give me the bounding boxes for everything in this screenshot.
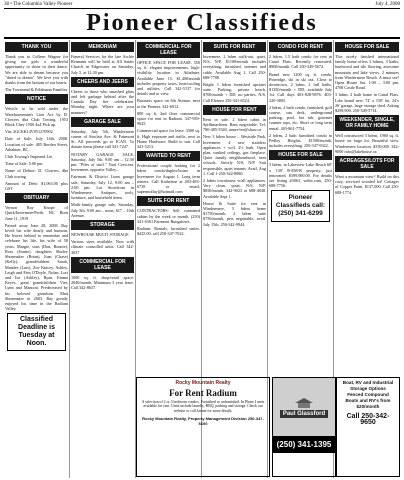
classified-ad-text: Rent or sale. 2 bdrm cabin in Spillimacheen. Rent negotiable. Tel: 780-485-5540, anner-lee@shaw.ca <box>203 116 266 133</box>
storage-phone: Call 250-342-9650 <box>346 413 390 426</box>
classified-ad-text: Professional couple looking for 2 bdrm condo/duplex/house in Invermere for August 1. Long term renters. Call Katherine at 403-483-6739 or email: supermollay@hotmail.com <box>137 163 200 195</box>
classified-ad-text: Bright 1 bdrm furnished upstairs suite. Parking, private beach, $700/month + DD, no parties, N/S. Call Eleanor 250-341-6524. <box>203 82 266 103</box>
storage-line-1: Boat, RV and Industrial <box>342 380 394 385</box>
classified-ad-text: Business space on 6th Avenue, next to the Pioneer. 342-6912. <box>137 98 200 109</box>
pioneer-contact-line: Pioneer <box>288 194 313 202</box>
rent-ad-title: For Rent Radium <box>169 388 237 398</box>
classified-ad-text: This nicely finished international family home offers 3 bdrms, 3 baths, hardwood and tile flooring, awesome mountain and lake views. 2 minutes from Windermere Beach. A must see! Open House Sat. 1:00 – 3:00 pm. 4768 Castle Road. <box>335 54 399 91</box>
classified-ad-text: Fairmont & District Lions garage sale, Saturday, July 12, 9:00 am – 2:00 pm. Lot Storefront in Windermere. Antiques, tools, furniture, and household items. <box>71 174 134 201</box>
classified-ad-text: Want a mountain view? Build on this cozy, serviced wooded lot! Cottages of Copper Point. $137,000. Call 250-688-1774. <box>335 174 399 195</box>
classified-ad-text: 3 bdrm, 2 bath home in Canal Flats. Like brand new, 74' x 150' lot, 24'x 26' garage, large storage shed. Asking $299,900. 250-349-5714. <box>335 92 399 114</box>
storage-line-2: Storage Options <box>350 386 386 391</box>
column-2 <box>70 40 136 478</box>
section-heading: HOUSE FOR SALE <box>335 42 399 52</box>
section-heading: HOUSE FOR SALE <box>269 150 332 160</box>
section-heading: OBITUARY <box>5 193 68 203</box>
issue-date: July 4, 2008 <box>375 2 400 7</box>
classified-ad-text: Well constructed 3 bdrm, 1960 sq. ft. house on large lot. Beautiful view. Windermere location. $339,000. 342-9000 info@lakehouse.ca <box>335 133 399 154</box>
classified-ad-text: OFFICE SPACE FOR LEASE. 550 sq. ft. elegant improvements, high-visibility location in Athalmer. Available June 15. $1,400/month includes property taxes, heat/cooling and utilities. Call 342-5137 for details and to view. <box>137 60 200 97</box>
storage-ad <box>336 377 400 477</box>
classified-ad-text: Brand new 1200 sq. ft. condo, Pineridge, ski in ski out. Close to downtown, 2 bdrm, 2 full baths, $1350/month + DD, available July 1st. Call days 403-828-9876. 403-220-3805. <box>269 71 332 103</box>
classified-ad-text: Cheers to those who smashed glass and left garbage behind after the Canada Day fire celebration. Monday night. Where are your manners? <box>71 88 134 115</box>
deadline-notice: Classified Deadline is Tuesday at Noon. <box>7 313 66 351</box>
classified-ad-text: NOTARY GARAGE SALE, Saturday, July 5th, 9:00 am – 12:30 pm. "Piles of stuff." Yoni Crescent, Invermere, opposite Valley... <box>71 151 134 173</box>
classified-ad-text: Time of Sale: 5:00 pm <box>5 161 43 167</box>
realty-logo: Rocky Mountain Realty <box>175 380 231 386</box>
classified-ad-text: 2 bdrm, 1.5 bath condo for rent in Canal Flats. Recently renovated. $900/month. Call 250-349-5672. <box>269 54 332 70</box>
page-info: 38 • The Columbia Valley Pioneer <box>4 2 73 7</box>
classified-ad-text: 2 bdrm, 2 bath condo, furnished, golf course, sun deck, underground parking, pool, hot tub, gourmet counter tops, etc. Short or long term rental. 403-861-7754. <box>269 104 332 131</box>
classified-ad-text: 3 bdrm, in Lakeview Lake Beach 60' x 130' R-EM-R property, just renovated. $399,900.00. For details see listing #3063, webit.com, 250-688-7756. <box>269 162 332 189</box>
classified-ad-text: 2 bdrm, 2 bath furnished condo in Pedley Heights. $1500/month, includes everything. 250-347-9322. <box>269 132 332 149</box>
section-heading: SUITE FOR RENT <box>137 196 200 206</box>
section-heading: NOTICE <box>5 94 68 104</box>
classified-ad-text: Amount of Debt: $1,063.00 plus GST <box>5 180 68 192</box>
rent-ad-description: A selection of 2 or 3 bedroom condos. Furnished or unfurnished. In Phase I units available for rent. Units include laundry, BBQ, parking and storage. Check out website or call Janine for more details. <box>141 400 265 413</box>
classified-ad-text: Passed away June 28, 2008. Ray loved his wife dearly and humour. He leaves behind to remember and celebrate his life, his wife of 58 years, Margie, sons (Don, Bonnie), Ross (Jeanie), daughters Shirley Shoemaker (Brian), Joan (Chase) (Kelly), grandchildren Sarah, Mandee (Luis), Zoe Kincey, Ashley, Leigh and Erin O'Doyle, Nolan, Lori and Joe (Ashley), Ryan, Emma Keyes, great grandchildren Vier, Lynn and Mancini. Predeceased by his beloved grandson Matt Shoemaker in 2003. Ray greatly enjoyed his time in the Radium Valley. <box>5 222 68 312</box>
section-heading: STORAGE <box>71 220 134 230</box>
rent-ad-footer: Rocky Mountain Realty, Property Management Division 250-347-6600 <box>142 416 264 427</box>
section-heading: WEEKENDER, SINGLE, OR FAMILY HOME <box>335 115 399 131</box>
section-heading: CHEERS AND JEERS <box>71 77 134 87</box>
classified-ad-text: 2 bdrm townhouse w/all appliances. Very clean, quiet, N/S, N/P. $850/month. 342-9023 or 688-4848. Available Sept 1. <box>203 178 266 199</box>
glassford-ad <box>272 377 336 477</box>
storage-line-4: Boats and RV's from $20/month <box>345 398 391 409</box>
glassford-phone: (250) 341-1395 <box>273 436 335 453</box>
pioneer-classifieds-contact <box>271 190 330 222</box>
classified-ad-text: Multi-family garage sale, Saturday, July 5th, 9:00 am – noon, 617 – 10th Avenue. <box>71 202 134 218</box>
classified-ad-text: Thank you to Colleen Wagner for giving our girls a wonderful opportunity to shine in their dance. We are able to dream because you "dared to dream". We love you with thanks from the bottom of our hearts. <box>5 54 68 86</box>
classified-ad-text: Vehicle to be sold under the Warehouseman's Lien Act by D. Clowers dba Club Towing. 1953 Black Chev 1500 4x4 Pick up. <box>5 106 68 128</box>
section-heading: CONDO FOR RENT <box>269 42 332 52</box>
column-1 <box>4 40 70 478</box>
section-heading: HOUSE FOR RENT <box>203 105 266 115</box>
classified-ad-text: House & Suite for rent in Windermere, 3 bdrm home $1750/month, 2 bdrm suite $750/month, pets negotiable, avail. July 15th. 250-342-9944. <box>203 200 266 227</box>
page-title: Pioneer Classifieds <box>86 10 318 36</box>
section-heading: SUITE FOR RENT <box>203 42 266 52</box>
section-heading: COMMERCIAL FOR LEASE <box>71 257 134 273</box>
section-heading: GARAGE SALE <box>71 117 134 127</box>
pioneer-contact-line: Classifieds call: <box>275 202 326 210</box>
classified-ad-text: Date of Sale: July 14th, 2008. Location of sale: 485 Borden Street, Athalmer, BC. <box>5 136 68 152</box>
classified-ad-text: New 3 bdrm house – Westside Park, Invermere. 4 new stainless appliances + w/d, 2½ bath. Open plan, vaulted ceilings, gas fireplace. Quiet family neighbourhood, near schools. Strictly N/S, N/P. Suit responsible, quiet tenants. Avail. Aug 1. Call 1-250-342-8080. <box>203 134 266 176</box>
section-heading: ACREAGES/LOTS FOR SALE <box>335 156 399 172</box>
classified-ad-text: NEWHOUSE MULTI STORAGE <box>71 232 129 238</box>
classified-ad-text: 800 sq. ft. 2nd floor commercial space for rent in Radium. 347-939-9625. <box>137 110 200 127</box>
classified-ad-text: Vernon Ray Knope of Quirk/Invermere/Perth, BC Born June 11, 1919 <box>5 205 68 221</box>
classified-ad-text: Invermere, 2 bdrm walk-out, quiet, N/S, N/P, $1100/month includes everything, furnished, internet and cable. Available Aug 1. Call 250-688-7708. <box>203 54 266 80</box>
pioneer-contact-line: (250) 341-6299 <box>278 210 323 218</box>
section-heading: COMMERCIAL FOR LEASE <box>137 42 200 58</box>
glassford-ad-image <box>273 378 335 436</box>
classified-ad-text: Saturday, July 5th, Windermere corner of Sinclair Ave. & Fairmont St. All proceeds go to ICAN. To donate items please call 341-7247. <box>71 128 134 150</box>
classified-ad-text: Club Towing's Impound Lot <box>5 154 53 160</box>
section-heading: MEMORIAM <box>71 42 134 52</box>
house-icon <box>295 398 313 408</box>
masthead <box>4 8 400 39</box>
section-heading: WANTED TO RENT <box>137 151 200 161</box>
classified-ad-text: Various sizes available. Now with climate controlled units. Call 342-3637 <box>71 239 134 255</box>
classified-ad-text: Radium: Rentals, furnished suites. $425.00, call 250-347-7022. <box>137 226 200 237</box>
classified-ad-text: CONTRACTORS: Self contained cabins by the week or month. (250) 341-6361 Fairmont Bungalows. <box>137 208 200 224</box>
classified-ad-text: Commercial space for lease. 3300 sq. ft. High exposure and traffic, next to Home Hardware. Build to suit. Call 341-5213. <box>137 128 200 150</box>
glassford-brand: Paul Glassford <box>280 410 328 418</box>
classified-ad-text: Name of Debtor: D. Clowers, dba Club towing <box>5 168 68 179</box>
rocky-mountain-realty-ad <box>136 377 270 477</box>
storage-line-3: Fenced Compound <box>347 392 389 397</box>
classified-ad-text: The Townsend & Feldmann Families <box>5 87 68 93</box>
section-heading: THANK YOU <box>5 42 68 52</box>
classified-ad-text: Vin. 2GCEK14V051270902 <box>5 129 53 135</box>
classified-ad-text: Funeral Services for the late Archie Reimann will be held at All Saints Church in Edgewater on Saturday, July 5, at 12:30 pm. <box>71 54 134 75</box>
classified-ad-text: 1000 sq. ft. shop/retail space. 2040/month. Minimum 3 year lease. Call 342-8637. <box>71 274 134 291</box>
